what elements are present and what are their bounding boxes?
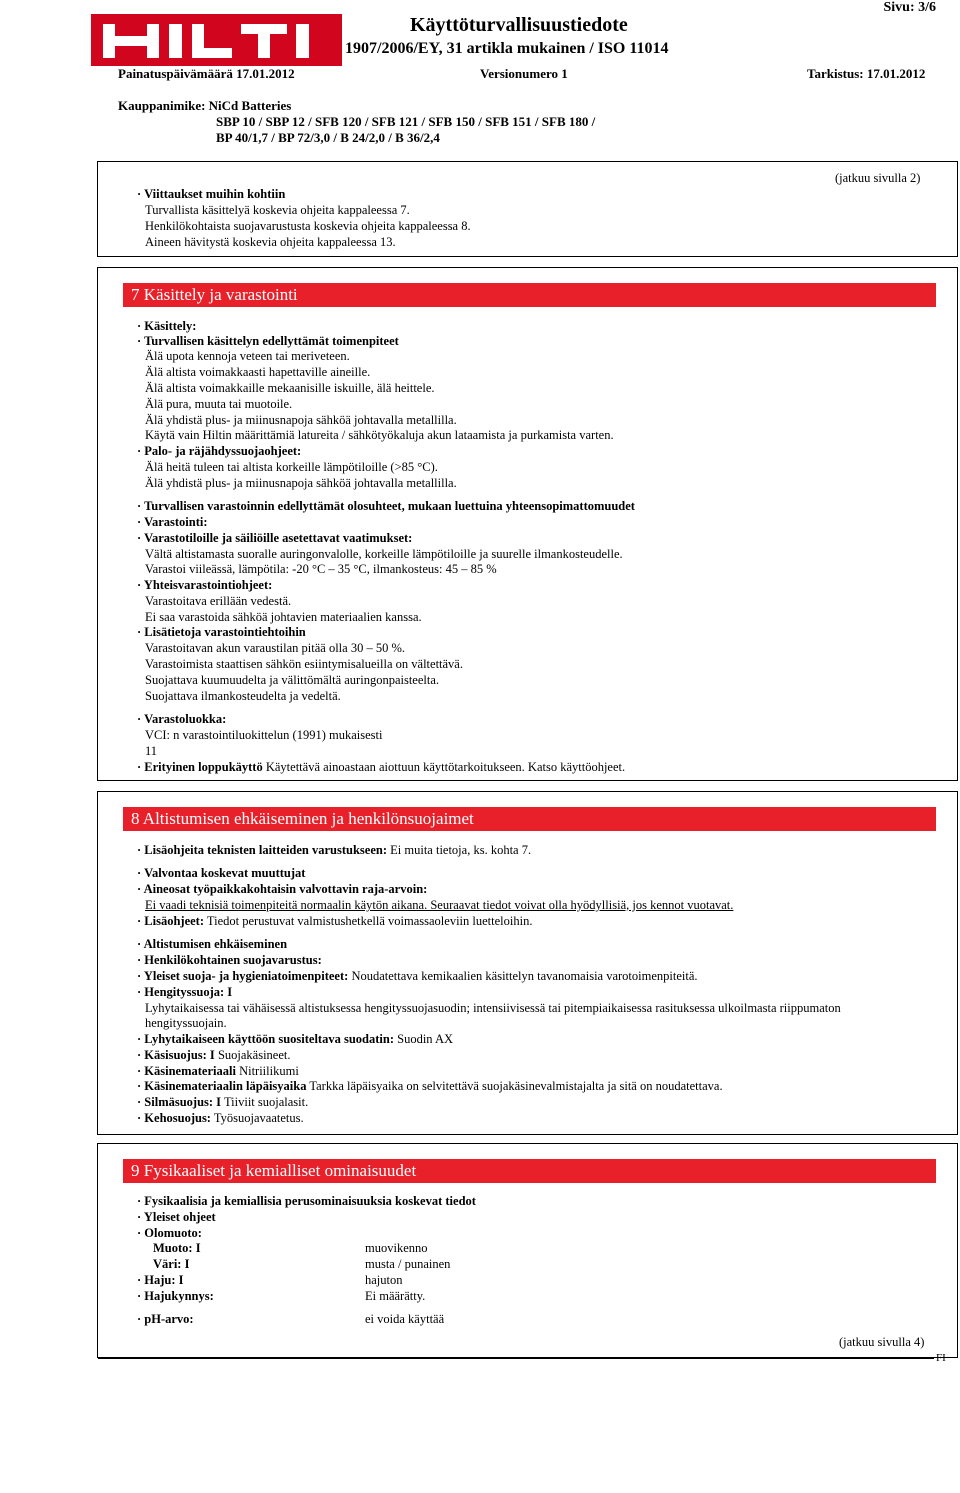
storage-heading: · Varastointi: (137, 515, 208, 529)
handling-heading: · Käsittely: (137, 319, 197, 333)
continued-to: (jatkuu sivulla 4) (839, 1335, 925, 1349)
footer-divider (98, 1358, 934, 1359)
hand-row (137, 1048, 291, 1063)
storage-class-line: 11 (145, 744, 158, 758)
joint-storage-heading: · Yhteisvarastointiohjeet: (137, 578, 273, 592)
extra-storage-line: Suojattava ilmankosteudelta ja vedeltä. (145, 689, 341, 703)
fire-line: Älä yhdistä plus- ja miinusnapoja sähköä johtavalla metallilla. (145, 476, 457, 490)
handling-line: Älä yhdistä plus- ja miinusnapoja sähköä johtavalla metallilla. (145, 413, 457, 427)
filter-label: · Lyhytaikaiseen käyttöön suositeltava suodatin: (137, 1032, 394, 1046)
extra-storage-heading: · Lisätietoja varastointiehtoihin (137, 625, 306, 639)
section-8-title: 8 Altistumisen ehkäiseminen ja henkilönsuojaimet (123, 807, 936, 831)
handling-line: Älä altista voimakkaasti hapettaville aineille. (145, 365, 371, 379)
tech-row (137, 843, 531, 858)
extra-storage-line: Suojattava kuumuudelta ja välittömältä auringonpaisteelta. (145, 673, 440, 687)
revision-date: Tarkistus: 17.01.2012 (807, 66, 926, 81)
print-date: Painatuspäivämäärä 17.01.2012 (118, 66, 295, 81)
hygiene-text: Noudatettava kemikaalien käsittelyn tavanomaisia varotoimenpiteitä. (351, 969, 698, 983)
resp-line: Lyhytaikaisessa tai vähäisessä altistuksessa hengityssuojasuodin; intensiivisessä tai pitempiaikaisessa rasituksessa ulkoilmasta riippumaton (145, 1001, 841, 1015)
extra-text: Tiedot perustuvat valmistushetkellä voimassaoleviin luetteloihin. (206, 914, 533, 928)
resp-line: hengityssuojain. (145, 1016, 227, 1030)
tech-text: Ei muita tietoja, ks. kohta 7. (390, 843, 532, 857)
perm-row (137, 1079, 723, 1094)
general-heading: · Yleiset ohjeet (137, 1210, 216, 1224)
perm-label: · Käsinemateriaalin läpäisyaika (137, 1079, 307, 1093)
joint-storage-line: Varastoitava erillään vedestä. (145, 594, 292, 608)
tech-label: · Lisäohjeita teknisten laitteiden varustukseen: (137, 843, 388, 857)
eye-text: Tiiviit suojalasit. (223, 1095, 309, 1109)
glove-row (137, 1064, 299, 1079)
exposure-heading: · Altistumisen ehkäiseminen (137, 937, 288, 951)
control-heading: · Valvontaa koskevat muuttujat (137, 866, 306, 880)
form-heading: · Olomuoto: (137, 1226, 202, 1240)
perm-text: Tarkka läpäisyaika on selvitettävä suojakäsinevalmistajalta ja sitä on noudatettava. (309, 1079, 723, 1093)
storage-class-line: VCI: n varastointiluokittelun (1991) mukaisesti (145, 728, 383, 742)
section-7-title: 7 Käsittely ja varastointi (123, 283, 936, 307)
ph-label: · pH-arvo: (137, 1312, 194, 1326)
extra-row (137, 914, 532, 929)
handling-line: Älä altista voimakkaille mekaanisille iskuille, älä heittele. (145, 381, 435, 395)
storage-req-heading: · Varastotiloille ja säiliöille asetettavat vaatimukset: (137, 531, 413, 545)
fire-line: Älä heitä tuleen tai altista korkeille lämpötiloille (>85 °C). (145, 460, 438, 474)
hygiene-row (137, 969, 698, 984)
document-title: Käyttöturvallisuustiedote (410, 14, 628, 36)
continued-from: (jatkuu sivulla 2) (835, 171, 921, 185)
page-number: Sivu: 3/6 (883, 0, 936, 15)
hand-text: Suojakäsineet. (217, 1048, 291, 1062)
glove-label: · Käsinemateriaali (137, 1064, 236, 1078)
resp-heading: · Hengityssuoja: I (137, 985, 233, 999)
body-label: · Kehosuojus: (137, 1111, 211, 1125)
body-text: Työsuojavaatetus. (213, 1111, 304, 1125)
odor-threshold-label: · Hajukynnys: (137, 1289, 214, 1303)
basic-heading: · Fysikaalisia ja kemiallisia perusominaisuuksia koskevat tiedot (137, 1194, 476, 1208)
products-line-1: SBP 10 / SBP 12 / SFB 120 / SFB 121 / SFB 150 / SFB 151 / SFB 180 / (216, 114, 596, 129)
handling-line: Käytä vain Hiltin määrittämiä latureita / sähkötyökaluja akun lataamista ja purkamista varten. (145, 428, 614, 442)
products-line-2: BP 40/1,7 / BP 72/3,0 / B 24/2,0 / B 36/2,4 (216, 130, 440, 145)
storage-req-line: Varastoi viileässä, lämpötila: -20 °C – 35 °C, ilmankosteus: 45 – 85 % (145, 562, 497, 576)
refs-line: Aineen hävitystä koskevia ohjeita kappaleessa 13. (145, 235, 396, 249)
document-subtitle: 1907/2006/EY, 31 artikla mukainen / ISO 11014 (345, 40, 669, 57)
safe-handling-heading: · Turvallisen käsittelyn edellyttämät toimenpiteet (137, 334, 399, 348)
hand-label: · Käsisuojus: I (137, 1048, 215, 1062)
extra-storage-line: Varastoimista staattisen sähkön esiintymisalueilla on vältettävä. (145, 657, 463, 671)
trade-name: Kauppanimike: NiCd Batteries (118, 98, 292, 113)
joint-storage-line: Ei saa varastoida sähköä johtavien materiaalien kanssa. (145, 610, 422, 624)
ph-value: ei voida käyttää (365, 1312, 445, 1326)
extra-label: · Lisäohjeet: (137, 914, 205, 928)
ppe-heading: · Henkilökohtainen suojavarustus: (137, 953, 322, 967)
eye-row (137, 1095, 308, 1110)
handling-line: Älä pura, muuta tai muotoile. (145, 397, 293, 411)
fire-heading: · Palo- ja räjähdyssuojaohjeet: (137, 444, 302, 458)
storage-conditions-heading: · Turvallisen varastoinnin edellyttämät olosuhteet, mukaan luettuina yhteensopimattomuudet (137, 499, 635, 513)
color-label: Väri: I (153, 1257, 190, 1271)
language-code: FI (936, 1352, 946, 1364)
hilti-logo (91, 14, 342, 66)
body-row (137, 1111, 304, 1126)
extra-storage-line: Varastoitavan akun varaustilan pitää olla 30 – 50 %. (145, 641, 405, 655)
eye-label: · Silmäsuojus: I (137, 1095, 222, 1109)
odor-value: hajuton (365, 1273, 403, 1287)
refs-line: Turvallista käsittelyä koskevia ohjeita kappaleessa 7. (145, 203, 410, 217)
end-use-text: Käytettävä ainoastaan aiottuun käyttötarkoitukseen. Katso käyttöohjeet. (265, 760, 626, 774)
odor-label: · Haju: I (137, 1273, 184, 1287)
storage-req-line: Vältä altistamasta suoralle auringonvalolle, korkeille lämpötiloille ja suurelle ilmankosteudelle. (145, 547, 623, 561)
version-number: Versionumero 1 (480, 66, 568, 81)
shape-value: muovikenno (365, 1241, 428, 1255)
limits-text: Ei vaadi teknisiä toimenpiteitä normaalin käytön aikana. Seuraavat tiedot voivat olla hyödyllisiä, jos kennot vuotavat. (145, 898, 734, 912)
section-9-title: 9 Fysikaaliset ja kemialliset ominaisuudet (123, 1159, 936, 1183)
glove-text: Nitriilikumi (239, 1064, 299, 1078)
hygiene-label: · Yleiset suoja- ja hygieniatoimenpiteet: (137, 969, 349, 983)
filter-text: Suodin AX (397, 1032, 454, 1046)
refs-title: · Viittaukset muihin kohtiin (137, 187, 286, 201)
filter-row (137, 1032, 453, 1047)
handling-line: Älä upota kennoja veteen tai meriveteen. (145, 349, 350, 363)
odor-threshold-value: Ei määrätty. (365, 1289, 426, 1303)
end-use-label: · Erityinen loppukäyttö (137, 760, 263, 774)
storage-class-heading: · Varastoluokka: (137, 712, 227, 726)
limits-heading: · Aineosat työpaikkakohtaisin valvottavin raja-arvoin: (137, 882, 428, 896)
end-use-row (137, 760, 625, 775)
shape-label: Muoto: I (153, 1241, 201, 1255)
refs-line: Henkilökohtaista suojavarustusta koskevia ohjeita kappaleessa 8. (145, 219, 471, 233)
color-value: musta / punainen (365, 1257, 451, 1271)
